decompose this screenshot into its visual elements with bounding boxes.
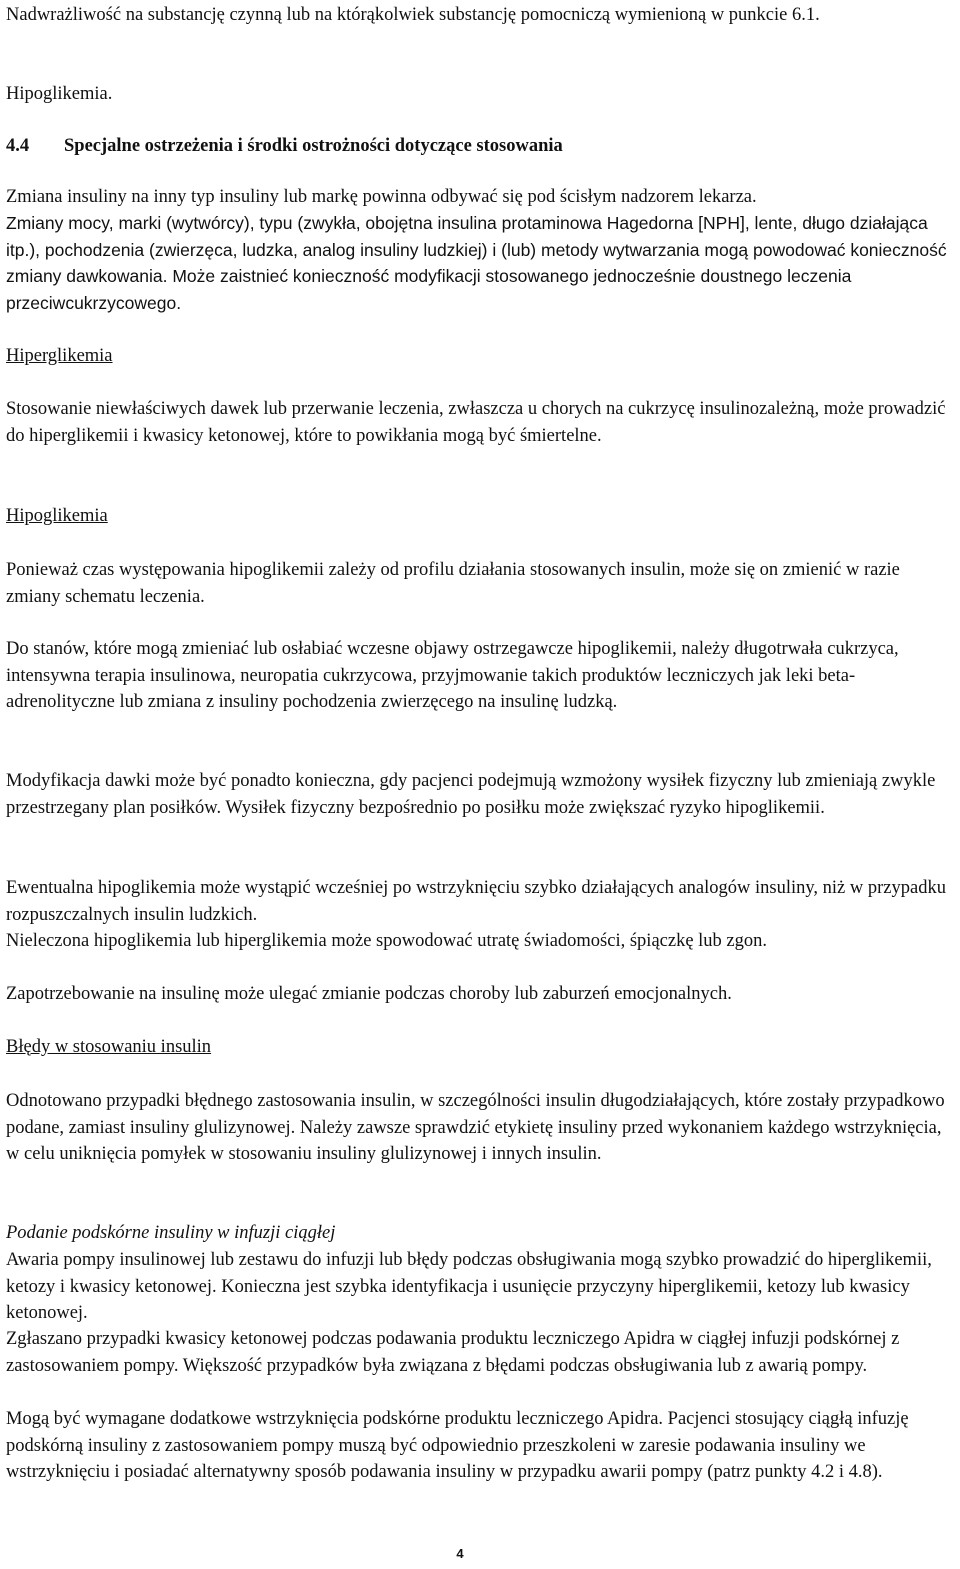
paragraph-insulin-variants: [6, 210, 956, 316]
pump-text-failure: Awaria pompy insulinowej lub zestawu do infuzji lub błędy podczas obsługiwania mogą szybko prowadzić do hiperglikemii, ketozy i kwasicy ketonowej. Konieczna jest szybka identyfikacja i usunięcie przyczyny hiperglikemii, ketozy lub kwasicy ketonowej.: [6, 1250, 932, 1323]
hypoglycemia-text-timing: Ponieważ czas występowania hipoglikemii zależy od profilu działania stosowanych insulin, może się on zmienić w razie zmiany schematu leczenia.: [6, 560, 900, 607]
section-number: 4.4: [6, 136, 30, 156]
hyperglycemia-heading: Hiperglikemia: [6, 346, 113, 366]
hypoglycemia-heading: Hipoglikemia: [6, 506, 108, 526]
pump-text-ketoacidosis: Zgłaszano przypadki kwasicy ketonowej podczas podawania produktu leczniczego Apidra w ciągłej infuzji podskórnej z zastosowaniem pompy. Większość przypadków była związana z błędami podczas obsługiwania lub z awarią pompy.: [6, 1329, 900, 1376]
page-number: 4: [456, 1546, 464, 1561]
medication-errors-heading: Błędy w stosowaniu insulin: [6, 1037, 212, 1057]
paragraph-insulin-change: Zmiana insuliny na inny typ insuliny lub markę powinna odbywać się pod ścisłym nadzorem lekarza.: [6, 187, 757, 207]
hypoglycemia-text-untreated: Nieleczona hipoglikemia lub hiperglikemia może spowodować utratę świadomości, śpiączkę lub zgon.: [6, 931, 768, 951]
hypoglycemia-text-dose-modification: Modyfikacja dawki może być ponadto konieczna, gdy pacjenci podejmują wzmożony wysiłek fizyczny lub zmieniają zwykle przestrzegany plan posiłków. Wysiłek fizyczny bezpośrednio po posiłku może zwiększać ryzyko hipoglikemii.: [6, 771, 936, 818]
hyperglycemia-text: Stosowanie niewłaściwych dawek lub przerwanie leczenia, zwłaszcza u chorych na cukrzycę insulinozależną, może prowadzić do hiperglikemii i kwasicy ketonowej, które to powikłania mogą być śmiertelne.: [6, 399, 946, 446]
section-title: Specjalne ostrzeżenia i środki ostrożności dotyczące stosowania: [64, 136, 563, 156]
hypoglycemia-text-analogues: Ewentualna hipoglikemia może wystąpić wcześniej po wstrzyknięciu szybko działających analogów insuliny, niż w przypadku rozpuszczalnych insulin ludzkich.: [6, 878, 946, 925]
pump-heading: Podanie podskórne insuliny w infuzji ciągłej: [6, 1223, 336, 1243]
medication-errors-text: Odnotowano przypadki błędnego zastosowania insulin, w szczególności insulin długodziałających, które zostały przypadkowo podane, zamiast insuliny glulizynowej. Należy zawsze sprawdzić etykietę insuliny przed wykonaniem każdego wstrzyknięcia, w celu uniknięcia pomyłek w stosowaniu insuliny glulizynowej i innych insulin.: [6, 1091, 945, 1164]
paragraph-insulin-variants-part2: ), pochodzenia (zwierzęca, ludzka, analog insuliny ludzkiej) i (lub) metody wytwarzania mogą powodować konieczność zmiany dawkowania. Może zaistnieć konieczność modyfikacji stosowanego jednocześnie doustnego leczenia przeciwcukrzycowego.: [6, 239, 947, 313]
hypoglycemia-text-demand: Zapotrzebowanie na insulinę może ulegać zmianie podczas choroby lub zaburzeń emocjonalnych.: [6, 984, 732, 1004]
pump-text-training: Mogą być wymagane dodatkowe wstrzyknięcia podskórne produktu leczniczego Apidra. Pacjenci stosujący ciągłą infuzję podskórną insuliny z zastosowaniem pompy muszą być odpowiednio przeszkoleni w zaresie podawania insuliny we wstrzyknięciu i posiadać alternatywny sposób podawania insuliny w przypadku awarii pompy (patrz punkty 4.2 i 4.8).: [6, 1409, 909, 1482]
hypersensitivity-text: Nadwrażliwość na substancję czynną lub na którąkolwiek substancję pomocniczą wymienioną w punkcie 6.1.: [6, 5, 820, 25]
hypoglycemia-contraindication: Hipoglikemia.: [6, 84, 113, 104]
hypoglycemia-text-warning-signs: Do stanów, które mogą zmieniać lub osłabiać wczesne objawy ostrzegawcze hipoglikemii, należy długotrwała cukrzyca, intensywna terapia insulinowa, neuropatia cukrzycowa, przyjmowanie takich produktów leczniczych jak leki beta-adrenolityczne lub zmiana z insuliny pochodzenia zwierzęcego na insulinę ludzką.: [6, 639, 899, 712]
paragraph-insulin-variants-part1: Zmiany mocy, marki (wytwórcy), typu (zwykła, obojętna insulina protaminowa Hagedorna [NPH], lente, długo działająca itp.: [6, 213, 928, 260]
section-heading: [6, 133, 956, 160]
